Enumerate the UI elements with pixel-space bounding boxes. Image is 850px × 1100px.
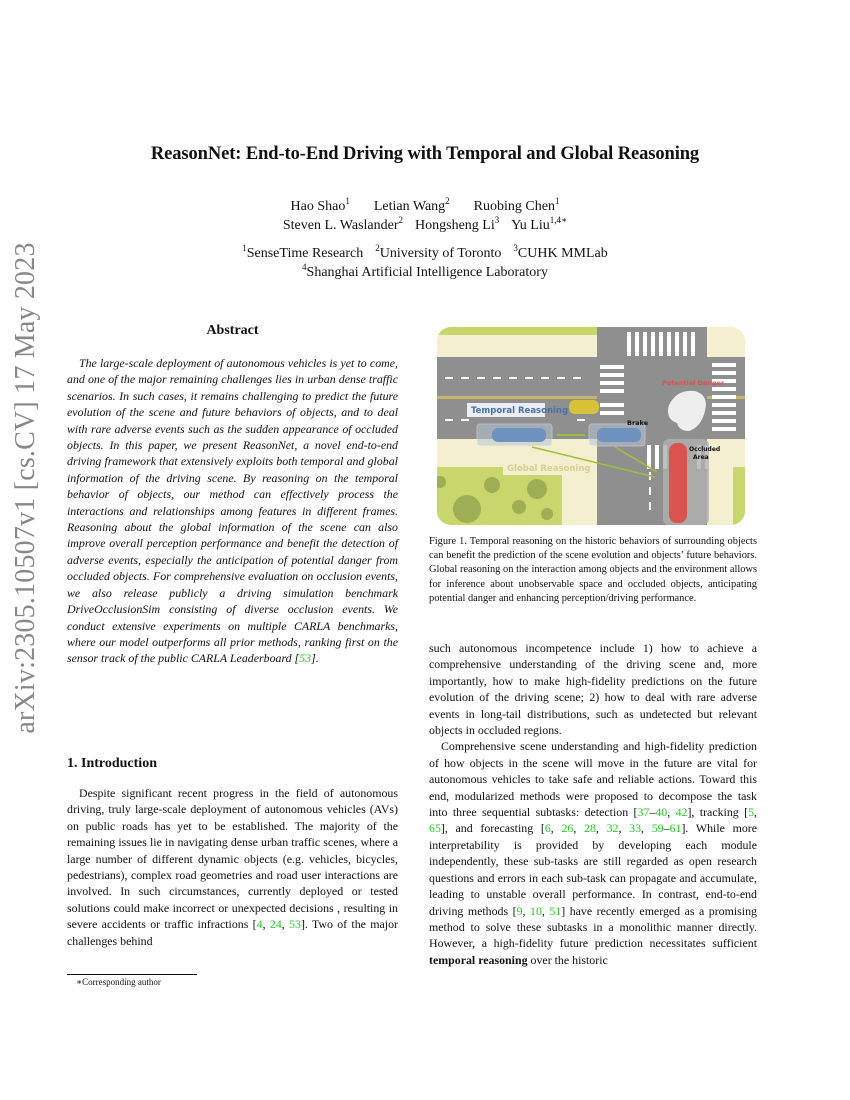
- citation-link[interactable]: 4: [256, 917, 263, 932]
- citation-link[interactable]: 9: [516, 903, 523, 918]
- crosswalk-right: [712, 363, 736, 431]
- affiliation: $^2$University of Toronto: [375, 243, 502, 261]
- author: Ruobing Chen$^1$: [473, 196, 560, 214]
- paper-title: ReasonNet: End-to-End Driving with Temporal and Global Reasoning: [150, 144, 700, 164]
- affiliation: $^1$SenseTime Research: [242, 243, 364, 261]
- tree: [453, 495, 481, 523]
- introduction-paragraph: Comprehensive scene understanding and high-fidelity prediction of how objects in the scene will move in the future are vital for autonomous vehicles to take safe and reliable actions. Toward this end, modularized methods were proposed to decompose the task into three sequential subtasks: detection [37–40, 42], tracking [5, 65], and forecasting [6, 26, 28, 32, 33, 59–61]. While more interpretability is provided by developing each module independently, these sub-tasks are still regarded as open research questions and errors in each sub-task can propagate and accumulate, leading to unstable overall performance. In contrast, end-to-end driving methods [9, 10, 51] have recently emerged as a promising method to solve these subtasks in a monolithic manner directly. However, a high-fidelity future prediction necessitates sufficient temporal reasoning over the historic: [429, 739, 758, 967]
- author: Yu Liu$^{1,4∗}$: [511, 215, 568, 233]
- affiliation: $^4$Shanghai Artificial Intelligence Laboratory: [302, 262, 548, 280]
- citation-link[interactable]: 24: [269, 917, 282, 932]
- citation-link[interactable]: 65: [429, 821, 441, 836]
- citation-link[interactable]: 40: [655, 805, 668, 820]
- authors-line-1: [0, 196, 850, 215]
- footnote: ∗Corresponding author: [76, 977, 161, 987]
- grass-strip-top: [437, 327, 597, 335]
- citation-link[interactable]: 10: [530, 903, 542, 918]
- tree: [484, 477, 500, 493]
- introduction-paragraph: Despite significant recent progress in the field of autonomous driving, truly large-scale deployment of autonomous vehicles (AVs) on public roads has yet to be established. The majority of the remaining issues lie in navigating dense urban traffic scenes, where a large number of different dynamic objects (e.g. vehicles, bicycles, pedestrians), complex road geometries and road user interactions are involved. In such circumstances, currently deployed or tested solutions could make incorrect or unexpected decisions , resulting in severe accidents or traffic infractions [4, 24, 53]. Two of the major challenges behind: [67, 786, 398, 948]
- brake-label: Brake: [627, 419, 649, 427]
- tree: [527, 479, 547, 499]
- grass-right: [733, 467, 745, 525]
- introduction-right-column: [429, 640, 757, 968]
- tree: [512, 500, 526, 514]
- brake-car: [597, 428, 641, 442]
- introduction-left-column: [67, 785, 398, 949]
- potential-danger-label: Potential Danger: [662, 379, 725, 387]
- citation-link[interactable]: 6: [544, 821, 551, 836]
- citation-link[interactable]: 42: [675, 805, 688, 820]
- section-heading-introduction: 1. Introduction: [67, 756, 157, 771]
- citation-link[interactable]: 61: [669, 821, 682, 836]
- citation-link[interactable]: 28: [584, 821, 596, 836]
- tree: [541, 508, 553, 520]
- figure-1-illustration: [437, 327, 745, 525]
- figure-1: [437, 327, 745, 525]
- affiliations-line-1: [0, 243, 850, 262]
- abstract-body: [67, 355, 398, 667]
- author: Hongsheng Li$^3$: [415, 215, 500, 233]
- affiliations-line-2: [0, 262, 850, 281]
- global-reasoning-label: Global Reasoning: [507, 464, 591, 474]
- citation-link[interactable]: 33: [629, 821, 642, 836]
- abstract-paragraph: The large-scale deployment of autonomous vehicles is yet to come, and one of the major remaining challenges lies in urban dense traffic scenarios. In such cases, it remains challenging to predict the future evolution of the scene and future behaviors of objects, and to deal with rare adverse events such as the sudden appearance of occluded objects. In this paper, we present ReasonNet, a novel end-to-end driving framework that extensively exploits both temporal and global information of the driving scene. By reasoning on the temporal behavior of objects, our method can effectively process the interactions and relationships among features in different frames. Reasoning about the global information of the scene can also improve overall perception performance and benefit the detection of adverse events, especially the anticipation of potential danger from occluded objects. For comprehensive evaluation on occlusion events, we also release publicly a driving simulation benchmark DriveOcclusionSim consisting of diverse occlusion events. We conduct extensive experiments on multiple CARLA benchmarks, where our model outperforms all prior methods, ranking first on the sensor track of the public CARLA Leaderboard [53].: [67, 356, 398, 666]
- footnote-divider: [67, 974, 197, 975]
- citation-link[interactable]: 26: [561, 821, 574, 836]
- author: Letian Wang$^2$: [373, 196, 450, 214]
- occluded-label: Occluded: [689, 446, 721, 453]
- temporal-reasoning-label: Temporal Reasoning: [471, 406, 569, 416]
- abstract-heading: Abstract: [206, 323, 259, 338]
- author: Steven L. Waslander$^2$: [282, 215, 404, 233]
- authors-line-2: [0, 215, 850, 234]
- citation-link[interactable]: 59: [651, 821, 664, 836]
- affiliation: $^3$CUHK MMLab: [513, 243, 608, 261]
- author: Hao Shao$^1$: [290, 196, 350, 214]
- arxiv-stamp-text: arXiv:2305.10507v1 [cs.CV] 17 May 2023: [10, 242, 41, 734]
- yellow-car: [569, 400, 599, 414]
- citation-link[interactable]: 5: [748, 805, 755, 820]
- crosswalk-top: [627, 332, 695, 356]
- citation-link[interactable]: 51: [549, 903, 562, 918]
- citation-link[interactable]: 37: [637, 805, 650, 820]
- figure-1-caption: Figure 1. Temporal reasoning on the historic behaviors of surrounding objects can benefit the prediction of the scene evolution and objects’ future behaviors. Global reasoning on the interaction among objects and the environment allows for inference about unobservable space and occluded objects, anticipating potential danger and enhancing perception/driving performance.: [429, 536, 757, 604]
- ego-car-history: [492, 428, 546, 442]
- arxiv-stamp: [6, 242, 46, 734]
- citation-link[interactable]: 32: [606, 821, 619, 836]
- citation-link[interactable]: 53: [299, 651, 312, 666]
- citation-link[interactable]: 53: [289, 917, 301, 932]
- occluded-area-label: Area: [693, 454, 709, 461]
- emphasis-temporal-reasoning: temporal reasoning: [429, 952, 528, 967]
- occluded-car: [669, 443, 687, 523]
- introduction-paragraph: such autonomous incompetence include 1) how to achieve a comprehensive understanding of the driving scene and, more importantly, how to make high-fidelity predictions on the future evolution of the driving scene; 2) how to deal with rare adverse events in long-tail distributions, such as undetected but relevant objects in occluded regions.: [429, 641, 757, 738]
